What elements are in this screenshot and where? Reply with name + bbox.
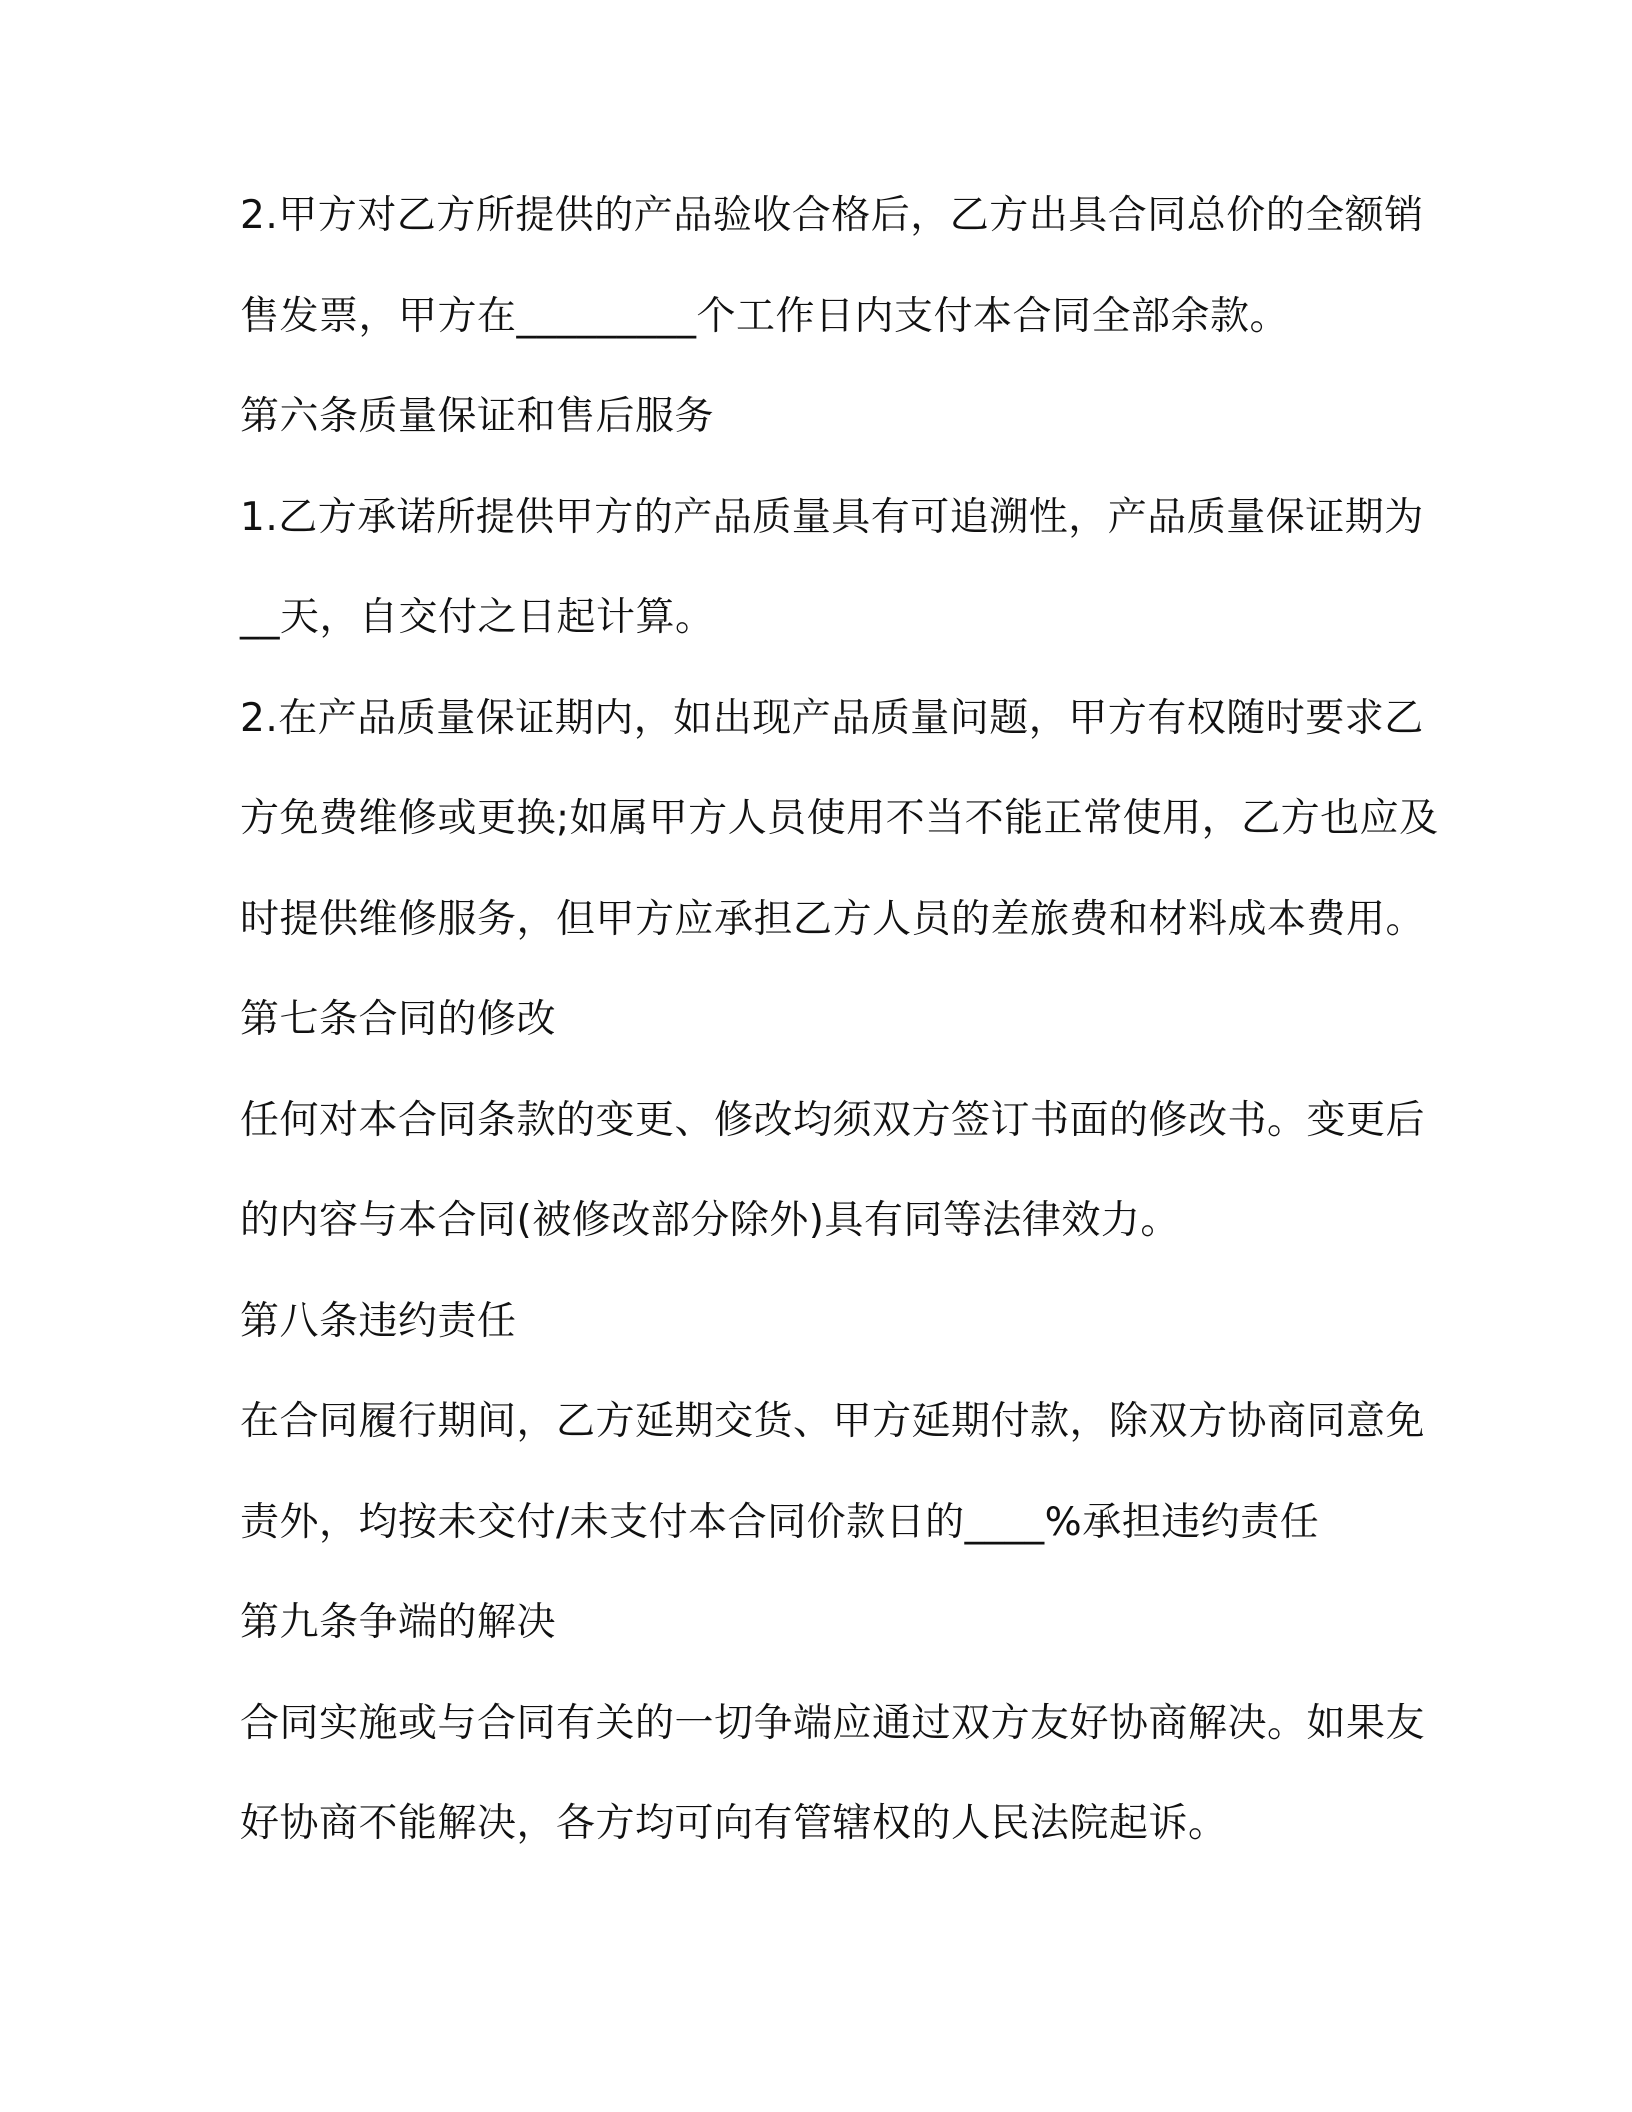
text-line: 合同实施或与合同有关的一切争端应通过双方友好协商解决。如果友: [240, 1701, 1426, 1746]
text-line: 好协商不能解决，各方均可向有管辖权的人民法院起诉。: [240, 1801, 1228, 1846]
section-heading: 第六条质量保证和售后服务: [240, 394, 715, 439]
text-line: 售发票，甲方在_________个工作日内支付本合同全部余款。: [240, 294, 1290, 339]
text-line: 时提供维修服务，但甲方应承担乙方人员的差旅费和材料成本费用。: [240, 897, 1426, 942]
section-heading: 第八条违约责任: [240, 1299, 517, 1344]
text-line: 2.甲方对乙方所提供的产品验收合格后，乙方出具合同总价的全额销: [240, 193, 1424, 238]
text-line: 2.在产品质量保证期内，如出现产品质量问题，甲方有权随时要求乙: [240, 696, 1424, 741]
text-line: 的内容与本合同(被修改部分除外)具有同等法律效力。: [240, 1198, 1180, 1243]
section-heading: 第七条合同的修改: [240, 997, 557, 1042]
text-line: __天，自交付之日起计算。: [240, 595, 715, 640]
text-line: 任何对本合同条款的变更、修改均须双方签订书面的修改书。变更后: [240, 1098, 1426, 1143]
text-line: 在合同履行期间，乙方延期交货、甲方延期付款，除双方协商同意免: [240, 1399, 1426, 1444]
text-line: 1.乙方承诺所提供甲方的产品质量具有可追溯性，产品质量保证期为: [240, 495, 1424, 540]
text-line: 责外，均按未交付/未支付本合同价款日的____%承担违约责任: [240, 1500, 1320, 1545]
section-heading: 第九条争端的解决: [240, 1600, 557, 1645]
text-line: 方免费维修或更换;如属甲方人员使用不当不能正常使用，乙方也应及: [240, 796, 1439, 841]
